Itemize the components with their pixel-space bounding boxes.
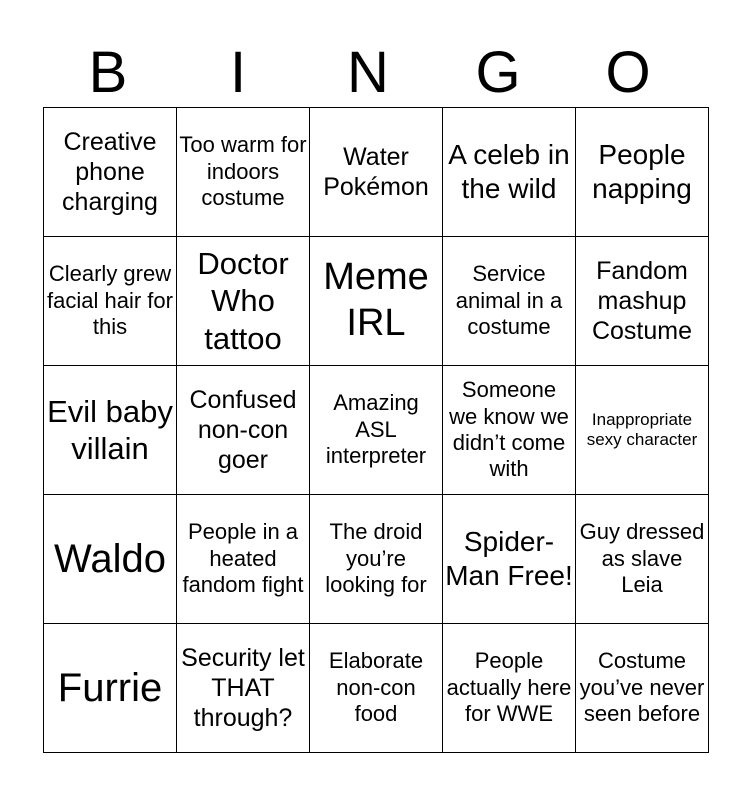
header-letter-g: G bbox=[475, 40, 521, 105]
bingo-cell: Doctor Who tattoo bbox=[177, 237, 310, 366]
bingo-cell: Someone we know we didn’t come with bbox=[443, 366, 576, 495]
bingo-cell: People actually here for WWE bbox=[443, 624, 576, 753]
board-row bbox=[44, 624, 709, 753]
bingo-cell: Water Pokémon bbox=[310, 108, 443, 237]
bingo-cell: A celeb in the wild bbox=[443, 108, 576, 237]
board-row bbox=[44, 237, 709, 366]
bingo-cell: People napping bbox=[576, 108, 709, 237]
bingo-cell: Security let THAT through? bbox=[177, 624, 310, 753]
bingo-cell: Too warm for indoors costume bbox=[177, 108, 310, 237]
bingo-cell: Fandom mashup Costume bbox=[576, 237, 709, 366]
bingo-cell: Service animal in a costume bbox=[443, 237, 576, 366]
bingo-cell: People in a heated fandom fight bbox=[177, 495, 310, 624]
header-letter-n: N bbox=[347, 40, 389, 105]
bingo-header bbox=[43, 40, 693, 106]
bingo-cell: Clearly grew facial hair for this bbox=[44, 237, 177, 366]
bingo-cell: Waldo bbox=[44, 495, 177, 624]
bingo-cell: Guy dressed as slave Leia bbox=[576, 495, 709, 624]
board-row bbox=[44, 366, 709, 495]
board-row bbox=[44, 495, 709, 624]
bingo-cell: Evil baby villain bbox=[44, 366, 177, 495]
bingo-cell: Furrie bbox=[44, 624, 177, 753]
bingo-cell: Meme IRL bbox=[310, 237, 443, 366]
header-letter-b: B bbox=[88, 40, 128, 105]
bingo-cell: Inappropriate sexy character bbox=[576, 366, 709, 495]
bingo-cell: Confused non-con goer bbox=[177, 366, 310, 495]
header-letter-i: I bbox=[229, 40, 247, 105]
bingo-cell: The droid you’re looking for bbox=[310, 495, 443, 624]
header-letter-o: O bbox=[605, 40, 651, 105]
bingo-cell: Elaborate non-con food bbox=[310, 624, 443, 753]
bingo-board bbox=[43, 107, 709, 753]
bingo-cell: Spider-Man Free! bbox=[443, 495, 576, 624]
bingo-cell: Amazing ASL interpreter bbox=[310, 366, 443, 495]
bingo-cell: Costume you’ve never seen before bbox=[576, 624, 709, 753]
bingo-cell: Creative phone charging bbox=[44, 108, 177, 237]
board-row bbox=[44, 108, 709, 237]
